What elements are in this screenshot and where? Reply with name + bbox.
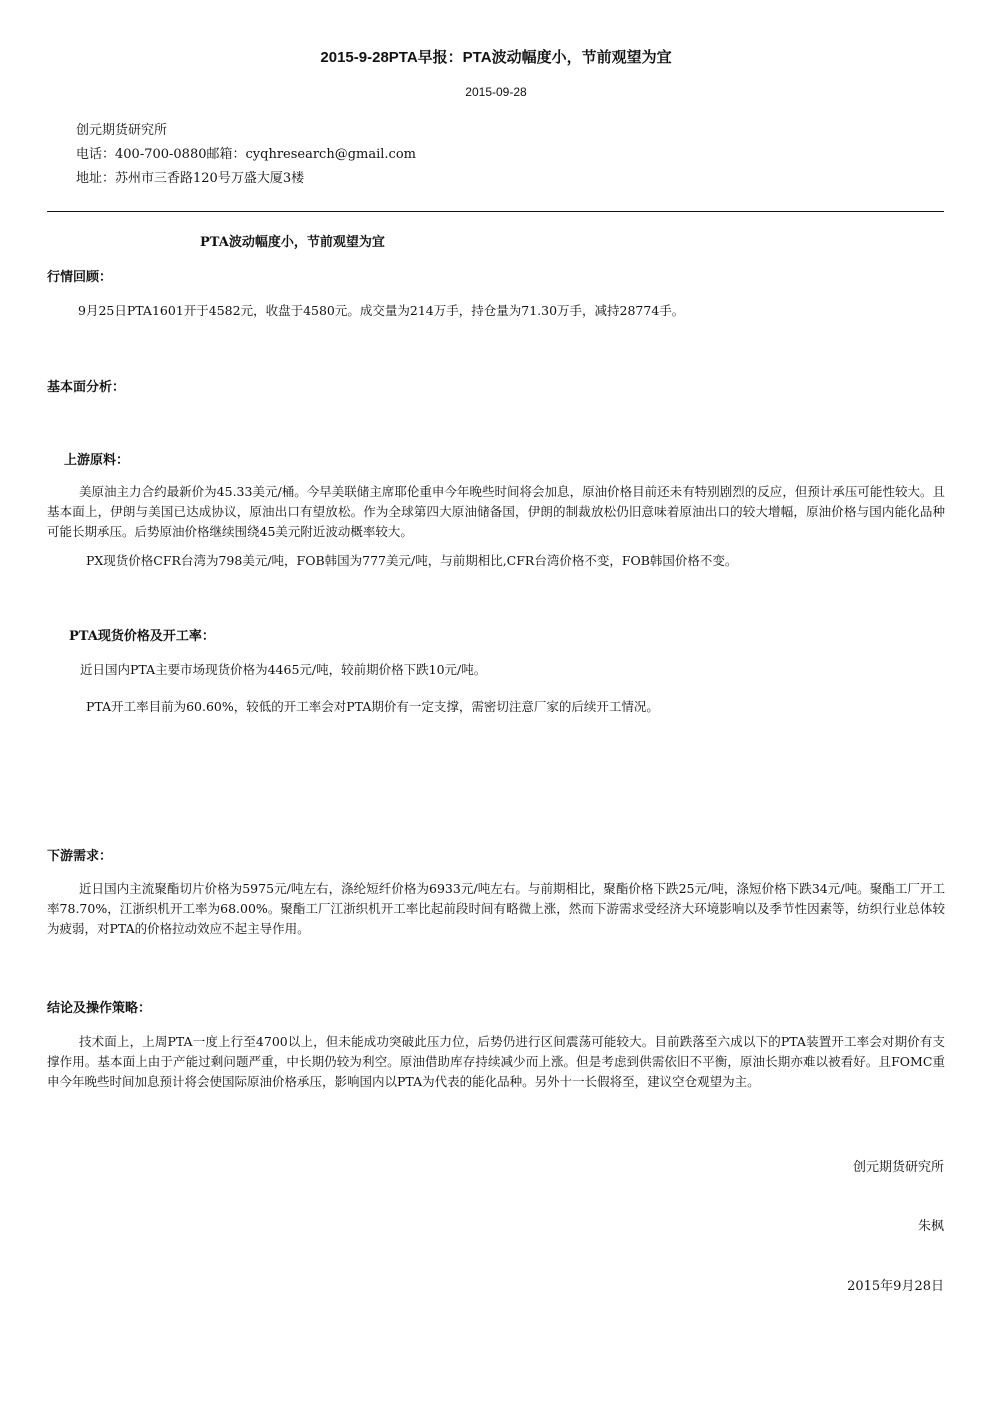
heading-review: 行情回顾： bbox=[47, 270, 113, 285]
spot-paragraph-2: PTA开工率目前为60.60%，较低的开工率会对PTA期价有一定支撑，需密切注意厂家的后续开工情况。 bbox=[86, 699, 659, 714]
article-subtitle: PTA波动幅度小，节前观望为宜 bbox=[200, 235, 385, 250]
report-date: 2015-09-28 bbox=[465, 85, 527, 99]
heading-conclusion: 结论及操作策略： bbox=[47, 1001, 152, 1016]
signature-date: 2015年9月28日 bbox=[847, 1279, 944, 1294]
org-name: 创元期货研究所 bbox=[76, 123, 168, 138]
review-paragraph: 9月25日PTA1601开于4582元，收盘于4580元。成交量为214万手，持仓量为71.30万手，减持28774手。 bbox=[78, 303, 685, 318]
org-address: 地址：苏州市三香路120号万盛大厦3楼 bbox=[76, 171, 305, 186]
signature-author: 朱枫 bbox=[917, 1219, 944, 1234]
conclusion-paragraph: 技术面上，上周PTA一度上行至4700以上，但未能成功突破此压力位，后势仍进行区间震荡可能较大。目前跌落至六成以下的PTA装置开工率会对期价有支撑作用。基本面上由于产能过剩问题严重，中长期仍较为利空。原油借助库存持续减少而上涨。但是考虑到供需依旧不平衡，原油长期亦难以被看好。且FOMC重申今年晚些时间加息预计将会使国际原油价格承压，影响国内以PTA为代表的能化品种。另外十一长假将至，建议空仓观望为主。 bbox=[47, 1034, 945, 1089]
header-divider bbox=[47, 211, 944, 212]
upstream-paragraph-2: PX现货价格CFR台湾为798美元/吨，FOB韩国为777美元/吨，与前期相比,CFR台湾价格不变，FOB韩国价格不变。 bbox=[86, 553, 738, 568]
spot-paragraph-1: 近日国内PTA主要市场现货价格为4465元/吨，较前期价格下跌10元/吨。 bbox=[80, 662, 487, 677]
downstream-paragraph: 近日国内主流聚酯切片价格为5975元/吨左右，涤纶短纤价格为6933元/吨左右。与前期相比，聚酯价格下跌25元/吨，涤短价格下跌34元/吨。聚酯工厂开工率78.70%，江浙织机开工率为68.00%。聚酯工厂江浙织机开工率比起前段时间有略微上涨，然而下游需求受经济大环境影响以及季节性因素等，纺织行业总体较为疲弱，对PTA的价格拉动效应不起主导作用。 bbox=[47, 881, 945, 936]
heading-downstream: 下游需求： bbox=[47, 849, 113, 864]
heading-spot: PTA现货价格及开工率： bbox=[69, 629, 215, 644]
upstream-paragraph-1: 美原油主力合约最新价为45.33美元/桶。今早美联储主席耶伦重申今年晚些时间将会加息，原油价格目前还未有特别剧烈的反应，但预计承压可能性较大。且基本面上，伊朗与美国已达成协议，原油出口有望放松。作为全球第四大原油储备国，伊朗的制裁放松仍旧意味着原油出口的较大增幅，原油价格与国内能化品种可能长期承压。后势原油价格继续围绕45美元附近波动概率较大。 bbox=[47, 484, 945, 539]
org-contact: 电话：400-700-0880邮箱：cyqhresearch@gmail.com bbox=[76, 147, 416, 162]
heading-fundamentals: 基本面分析： bbox=[47, 380, 126, 395]
signature-org: 创元期货研究所 bbox=[852, 1160, 944, 1175]
heading-upstream: 上游原料： bbox=[64, 453, 130, 468]
report-title: 2015-9-28PTA早报：PTA波动幅度小，节前观望为宜 bbox=[320, 49, 672, 66]
